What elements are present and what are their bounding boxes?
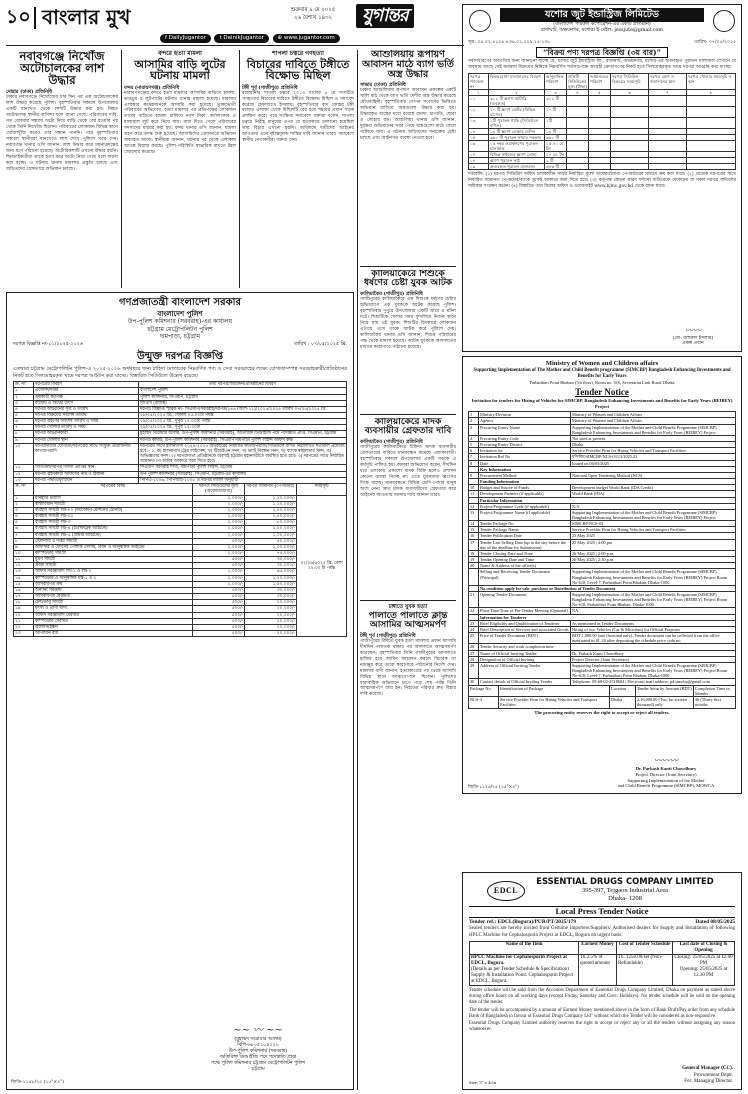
jute-address: রাজঘাট, অভয়নগর, যশোর। ই-মেইল: jessjute@gmail.com <box>541 27 663 33</box>
table-row: ৭ দরপত্র খোলার তারিখ ও সময় ২৯/০৫/২০২৫ খ্রি., দুপুর ১২.৩০টা <box>14 425 347 431</box>
edcl-table <box>469 941 735 986</box>
edcl-item-title: HPLC Machine for Cephalosporin Project at EDCL, Bogura. <box>471 955 568 966</box>
table-row: 23 Brief Eligibility and Qualification of Tenderer As mentioned in Tender Documents <box>469 620 736 626</box>
masthead-rule <box>6 45 464 46</box>
table-row: ১০ কম্পিউটার সামগ্রী ২,০০০/- ৭৫,০০০/- <box>15 551 295 557</box>
table-row: 22 Place/Date/Time of Pre-Tender Meeting (Optional) NA <box>469 608 736 614</box>
table-header: Package No Identification of Package Location Tender Security Amount (BDT) Completion Time in Months <box>469 685 736 696</box>
police-signature-block: ~~ 〰 ~~ (মুহাম্মদ সরোয়ার আলম) বিপি-৬৮০৫১০৪২২০ উপ-পুলিশ কমিশনার (সরবরাহ) অতিরিক্ত ডিআইজি পদে পদোন্নতি প্রাপ্ত পক্ষে পুলিশ কমিশনার চট্টগ্রাম মেট্রোপলিটন পুলিশ চট্টগ্রাম <box>183 1025 333 1073</box>
edcl-para3: Essential Drugs Company Limited authority reserves the right to accept or reject any or all the tenders without assigning any reason whatsoever. <box>469 1021 735 1033</box>
newspaper-logo: যুগান্তর <box>356 4 414 28</box>
ministry-tender-notice <box>462 356 742 794</box>
ministry-rights: The procuring entity reserves the right to accept or reject all tenders. <box>534 709 670 715</box>
table-row: ০৭ বিভিন্ন সাইজের স্ক্র্যাপ লোহা ১০ মে. টন <box>469 152 736 158</box>
news-body: গাজীপুরের কালিয়াকৈরে এক শিশুকে ধর্ষণের চেষ্টার অভিযোগে এক যুবককে আটক করেছে পুলিশ। বৃহস্পতিবার দুপুরে উপজেলার একটি গ্রামে এ ঘটনা ঘটে। শিশুটিকে খেলার সময় ফুসলিয়ে নির্জন স্থানে নিয়ে যায় ওই যুবক। শিশুটির চিৎকারে লোকজন এগিয়ে এসে তাকে আটক করে পুলিশে দেয়। কালিয়াকৈর থানার ওসি জানান, শিশুর পরিবারের পক্ষ থেকে মামলা হয়েছে। আটক যুবককে আদালতের মাধ্যমে কারাগারে পাঠানো হয়েছে। <box>360 296 456 350</box>
table-row: ৮ দরপত্র আহ্বানকারী মুহাম্মদ সরোয়ার আলম, উপ-পুলিশ কমিশনার (সরবরাহ), অতিরিক্ত ডিআইজি পদে পদোন্নতি প্রাপ্ত, সিএমপি, চট্টগ্রাম <box>14 431 347 437</box>
edcl-name: ESSENTIAL DRUGS COMPANY LIMITED <box>536 876 714 886</box>
table-row: 14 Tender Package No. SIMCBP/NCS-03 <box>469 521 736 527</box>
table-row: ২৩ আপ্যায়ন ব্যয় ৫০০/- ২০,০০০/- <box>15 631 295 637</box>
table-row: 29 Address of Official Inviting Tender Supporting Implementation of the Mother and Child Benefit Programme (SIMCBP) Bangladesh Enhancing Investments and Benefits for Early Years (BEIBEY) Project Room No-610, Level-7, Parbatibari Point Bhaban, Dhaka-1000 <box>469 662 736 678</box>
edcl-item-desc: (Details as per Tender Schedule & Specification) Supply & Installation Point: Cephalosporin Project at EDCL, Bogura. <box>471 967 574 984</box>
column-rule <box>239 50 240 288</box>
news-byline: টঙ্গী পূর্ব (গাজীপুর) প্রতিনিধি <box>360 632 416 639</box>
table-row: ৪ দরপত্র আহ্বানের সূত্র ও তারিখ দরপত্র বিজ্ঞপ্তি স্মারক নং- সিএমপি/সরবরাহ/দরপত্র/১৪৪ (অংশ-১১)/২০২৫/২০২৫ তারিখ ০৭/০৫/২০২৫ খ্রি. <box>14 406 347 412</box>
edcl-size: Size: 5" x 4cln <box>469 1080 497 1086</box>
ministry-name: Ministry of Women and Children affairs <box>545 360 659 367</box>
table-row: ১৩ দরপত্র পদ্ধতি/মূল্যায়ন পিপিএ-২০০৬, পিপিআর-২০০৮ ও দরপত্র দলিল অনুযায়ী <box>14 477 347 483</box>
table-row: ৩ ব্যবহার্য সামগ্রী লট-০২ (ফটোকপি মেশিনের টোনার) ২,০০০/- ২,০০,০০০/- <box>15 507 295 513</box>
website-link[interactable]: ⊕ www.jugantor.com <box>273 34 340 43</box>
section-title: বাংলার মুখ <box>42 5 131 29</box>
table-row: ১২ দরপত্র গ্রহণকারী অফিসের নাম ও ঠিকানা উপ-পুলিশ কমিশনার (সরবরাহ), সিএমপি, চট্টগ্রাম-এর কার্যালয় <box>14 471 347 477</box>
police-org: বাংলাদেশ পুলিশ <box>157 308 203 318</box>
column-number: ৩ <box>545 89 567 95</box>
news-ashulia <box>360 50 456 262</box>
table-row: ১১ সিডিউল/দরপত্র দলিল প্রাপ্তির স্থান সিএমপি সরবরাহ শাখা, দামপাড়া পুলিশ লাইন্স, চট্টগ্রাম <box>14 465 347 471</box>
news-body: গাজীপুরের কালিয়াকৈরে চিহ্নিত মাদক ব্যবসায়ীর গ্রেফতারের দাবিতে মানববন্ধন করেছে এলাকাবাসী। বৃহস্পতিবার সকালে উপজেলার একটি সড়কে এ কর্মসূচি পালিত হয়। বক্তারা অভিযোগ করেন, দীর্ঘদিন ধরে এলাকায় প্রকাশ্যে মাদক বিক্রি হলেও প্রশাসন কোনো ব্যবস্থা নিচ্ছে না। এতে যুবসমাজ ধ্বংসের দিকে যাচ্ছে। মানববন্ধনে বিভিন্ন শ্রেণি-পেশার মানুষ অংশ নেন। দ্রুত মাদক ব্যবসায়ীদের গ্রেফতার করে আইনের আওতায় আনার দাবি জানান তারা। <box>360 444 456 498</box>
table-row: ২২ জ্বালানি/ইন্ধন ৫০০/- ২০,০০০/- <box>15 624 295 630</box>
table-row: 30 Contact details of Official Inviting Tender Telephone: 09-68-02-2518604 | Electronic mail address: pd.simcbp@gmail.com <box>469 679 736 685</box>
section-heading: Key Information <box>479 466 736 472</box>
jute-subtitle: (বাংলাদেশ পাটকল কর্পোরেশন-এর একটি প্রতিষ্ঠান) <box>553 21 651 27</box>
column-number: ৪ <box>567 89 589 95</box>
jute-date: তারিখ: ০৭/০৫/২০২৫ <box>694 39 736 45</box>
jute-signature-block: 〰〰 (মো: জহুরুল ইসলাম) প্রকল্প প্রধান <box>653 326 733 347</box>
table-row: 13 Project/Programme Name (if applicable) Supporting Implementation of the Mother and Child Benefit Programme (SIMCBP) Bangladesh Enhancing Investments and Benefits for Early Years (BEIBEY) Project <box>469 509 736 520</box>
story-rule <box>360 266 456 267</box>
table-row: ২ স্বাস্থ্যবিধান সামগ্রী ২,০০০/- ১,২০,০০০/- <box>15 501 295 507</box>
column-number: ৭ <box>649 89 687 95</box>
social-bar <box>160 34 460 44</box>
table-row: ০৩ ১টি পুরাতন গাড়ি (সিডিউলে বর্ণিত) ১টি <box>469 118 736 129</box>
table-row: 16 Tender Publication Date 25 May 2025 <box>469 533 736 539</box>
table-header: দরপত্র প্যাকেজ নং বিক্রয়যোগ্য মালামালের বিবরণ আনুমানিক পরিমাণ প্রতিটি সিডিউলের মূল্য (টাকা) জামানতের পরিমাণ দরপত্র সিডিউল বিক্রয়ের সময়সূচি দরপত্র গ্রহণ ও জমাদানের স্থান দরপত্র খোলার সময়সূচি ও স্থান <box>469 73 736 89</box>
globe-icon: ⊕ <box>277 35 283 41</box>
table-row: ৯ দরপত্র খোলার স্থান দরপত্র কমিটি, উপ-পুলিশ কমিশনার (সরবরাহ), সিএমপি দামপাড়া পুলিশ লাইন্স অফিস কক্ষ <box>14 437 347 443</box>
table-row: ১৮ টেন্ট/তাঁবু সামগ্রী ৫০০/- ২০,০০০/- <box>15 600 295 606</box>
jute-logo-right <box>713 10 735 32</box>
jute-company: যশোর জুট ইন্ডাস্ট্রিজ লিমিটেড <box>500 8 704 22</box>
facebook-link[interactable]: f DailyJugantor <box>160 34 211 43</box>
date-gregorian: শুক্রবার ৯ মে ২০২৫ <box>290 7 336 13</box>
ministry-subtitle: Invitation for tenders for Hiring of Vehicles for SIMCBP, Bangladesh Enhancing Investments and Benefits for Early Years (BEIBEY) Project <box>471 397 733 409</box>
table-row: 11 Development Partners (if applicable) World Bank (IDA) <box>469 491 736 497</box>
news-tongi <box>242 50 354 288</box>
twitter-icon: t <box>219 35 222 41</box>
table-row: ২১ কম্পিউটার মেরামত ৫০০/- ২০,০০০/- <box>15 618 295 624</box>
ministry-title: Tender Notice <box>575 386 629 397</box>
news-byline: টঙ্গী পূর্ব (গাজীপুর) প্রতিনিধি <box>242 84 298 91</box>
table-row: ০৪ ১৪ টি স্ক্র্যাপ লোহার মেশিন ১৪ টি <box>469 129 736 135</box>
table-row: ১৪ কম্পিউটার ও আনুষঙ্গিক যন্ত্র-১ ও ২ ২,০০০/- ১,২০,০০০/- <box>15 575 295 581</box>
edcl-intro: Sealed tenders are hereby invited from Genuine Importers/Suppliers/ Authorised dealers for Supply and Installation of following HPLC Machine for Cephalosporin Project at EDCL, Bogura on urgent basis: <box>469 926 735 938</box>
news-kicker: বন্দরে হত্যা মামলা <box>158 50 202 57</box>
table-row: ২ ক্রয়কারী কর্তৃপক্ষ পুলিশ কমিশনার, সিএমপি, চট্টগ্রাম <box>14 394 347 400</box>
police-date: তারিখ : ০৭/০৫/২০২৫ খ্রি. <box>294 341 347 347</box>
column-number: ১ <box>469 89 489 95</box>
news-byline: কালিয়াকৈর (গাজীপুর) প্রতিনিধি <box>360 438 423 445</box>
table-row: ০২ ১০ টি স্ক্র্যাপ মোটর (বিভিন্ন মাপের) ১০ টি <box>469 107 736 118</box>
table-row: ১০ দরপত্রদাতার যোগ্যতা/দরপত্রের সাথে সংযুক্ত প্রয়োজনীয় কাগজপত্রাদি দরপত্রের সাথে হালনাগাদ ২০২৪-২০২৫ অর্থবছরের নির্ধারিত কাগজপত্রাদি/সিডিউলে বর্ণিত নিম্নলিখিত শর্তাবলি প্রযোজ্য হবে:– ১. ক) হালনাগাদ ট্রেড লাইসেন্স, খ) টিআইএন সনদ, গ) ভ্যাট নিবন্ধন সনদ, ঘ) ব্যাংক স্বচ্ছলতার সনদ, ঙ) অভিজ্ঞতার সনদ। ২) দরপত্রদাতা প্রতিষ্ঠানকে অবশ্যই চট্টগ্রাম মহানগরীতে অবস্থিত হতে হবে। ৩) দরপত্রের সাথে নির্ধারিত জামানত পে-অর্ডার আকারে জমা দিতে হবে। <box>15 443 345 465</box>
edcl-address2: Dhaka- 1208 <box>608 894 642 902</box>
column-number: ৫ <box>589 89 611 95</box>
table-row: ১৩ অফিস সরঞ্জামাদি লট-১ ও লট-২ ১,০০০/- ৬৫,০০০/- <box>15 569 295 575</box>
table-row: 20 Name & Address of the office(s) <box>469 563 736 569</box>
section-heading: Funding Information <box>479 479 736 485</box>
ministry-footer: জিডি-১১২৬/২৫ (১৫"×৪") <box>468 784 519 790</box>
news-byline: কালিয়াকৈর (গাজীপুর) প্রতিনিধি <box>360 290 423 297</box>
jute-rows <box>469 96 736 170</box>
jute-tender-notice <box>462 4 742 352</box>
police-memo: দরপত্র বিজ্ঞপ্তি নং-০১/২০২৫-২০২৬ <box>13 341 83 347</box>
police-office: উপ-পুলিশ কমিশনার (সরবরাহ)-এর কার্যালয় <box>127 318 233 326</box>
news-nawabganj <box>6 50 118 288</box>
edcl-para2: The tender will be accompanied by a amount of Earnest Money mentioned above in the form of Bank Draft/Pay order from any schedule Bank of Bangladesh in favour of Essential Drugs Company Ltd" without which the Tender will be considered as non-responsive. <box>469 1007 735 1019</box>
table-row: ৮ স্টেশনারি ও দপ্তর সামগ্রী ৫০০/- ৫০,০০০/- <box>15 538 295 544</box>
table-row: 18 Tender Closing Date and Time 26 May 2025 | 2:00 p.m. <box>469 550 736 556</box>
table-row: ১৭ আসবাবপত্র মেরামত ৫০০/- ৩০,০০০/- <box>15 594 295 600</box>
table-row: 25 Price of Tender Document (BDT) BDT 1,000.00 (one thousand only). Tender document can be collected from the office mentioned in SL 20 after depositing the schedule price code no. <box>469 633 736 644</box>
news-headline: আশুলিয়ায় রূপায়ণ আবাসন মাঠে ব্যাগ ভর্তি অস্ত্র উদ্ধার <box>362 50 454 80</box>
table-row: ৬ ব্যবহার্য সামগ্রী লট-৪ (ইলেকট্রিক আইটেম) ২,০০০/- ১,২০,০০০/- <box>15 526 295 532</box>
table-row: ০১ ৩১২ টি স্ক্র্যাপ ব্যাটারি (ব্যবহৃত) ৩১২ টি <box>469 96 736 107</box>
table-row: ৫ দরপত্র বিক্রয়ের সর্বশেষ তারিখ ২৮/০৫/২০২৫ খ্রি., বিকাল ০৫.০০টা পর্যন্ত <box>14 413 347 419</box>
ministry-table <box>468 411 736 685</box>
edcl-title: Local Press Tender Notice <box>469 906 735 919</box>
table-row: ১৬ অন্যান্য সরঞ্জাম ৫০০/- ৩০,০০০/- <box>15 587 295 593</box>
table-row: 15 Tender Package Name Service Provider Firm for Hiring Vehicles and Transport Facilities <box>469 527 736 533</box>
news-headline: কালিয়াকৈরে শিশুকে ধর্ষণের চেষ্টা যুবক আটক <box>363 270 453 289</box>
edcl-cost: Tk. 1250.00/set (Non-Refundable) <box>617 955 673 986</box>
masthead <box>6 4 464 32</box>
table-row: 2 Agency Ministry of Women and Children Affairs <box>469 418 736 424</box>
police-tender-notice <box>6 292 354 1090</box>
table-row: ৭ ব্যবহার্য সামগ্রী লট-৫ (গ্রামার আইটেম) ২,০০০/- ১,০০,০০০/- <box>15 532 295 538</box>
table-row: ৬ দরপত্র গ্রহণের সর্বশেষ তারিখ ও সময় ২৯/০৫/২০২৫ খ্রি., দুপুর ১২.০০টা পর্যন্ত <box>14 419 347 425</box>
page-number: ১০ <box>6 6 31 28</box>
edcl-para1: Tender schedule will be sold from the Accounts Department of Essential Drugs Company Limited, Dhaka on payment as stated above during office hours on all working days (except Friday, Saturday and Govt. Holidays). No tender schedule will be sold on the opening date of the tender. <box>469 988 735 1006</box>
police-item-rows <box>14 495 347 637</box>
table-header: ক্র. নং দরপত্রের বিবরণ তথ্য দরপত্র/আবেদন/প্রতিষ্ঠানের বিবরণ <box>14 382 347 388</box>
table-row: 9 Procurement Method National Open Tendering Method (NCS) <box>469 472 736 478</box>
table-row: 24 Brief Description of Services and associated Goods Hiring of two Vehicles (Car & Microbus) for Official Purposes <box>469 626 736 632</box>
table-row: ৩ বাজেট ও অর্থের উৎস জিওবি (রাজস্ব) <box>14 400 347 406</box>
table-row: Selling and Receiving Tender Document (Principal) Supporting Implementation of the Mother and Child Benefit Programme (SIMCBP) Bangladesh Enhancing Investments and Benefits for Early Years (BEIBEY) Project Room No-610, Level-7, Parbatibari Point Bhaban, Dhaka-1000 <box>469 569 736 585</box>
edcl-signature-block: General Manager (CC). Procurement Deptt. For: Managing Director. <box>682 1066 733 1084</box>
date-bangla: ২৬ বৈশাখ ১৪৩২ <box>294 14 332 21</box>
column-number: ৮ <box>687 89 736 95</box>
column-rule <box>357 50 358 1090</box>
table-row: ১ মনিহারি দ্রব্যাদি ২,০০০/- ১,২০,০০০/- ০২/০৬/২০২৫ খ্রি. বেলা ১২:০০ টা পর্যন্ত <box>14 495 347 501</box>
news-body: নারায়ণগঞ্জের বন্দরে হত্যা মামলার আসামির বাড়িতে হামলা, ভাঙচুর ও লুটপাটের ঘটনায় থানায় মামলা হয়েছে। মামলায় এলাকার কয়েকজনকে আসামি করা হয়েছে। ভুক্তভোগী পরিবারের অভিযোগ, হত্যা মামলার পর প্রতিপক্ষের লোকজন তাদের বাড়িতে হামলা চালিয়ে নগদ টাকা, স্বর্ণালংকার ও মালামাল লুট করে নিয়ে যায়। বাধা দিতে গেলে পরিবারের সদস্যদের মারধর করা হয়। বন্দর থানার ওসি জানান, মামলা গ্রহণ করে তদন্ত শুরু হয়েছে। আসামিদের গ্রেফতারে অভিযান অব্যাহত আছে। স্থানীয়রা জানান, ঘটনার পর থেকে এলাকায় আতঙ্ক বিরাজ করছে। পুলিশ পরিস্থিতি স্বাভাবিক রাখতে টহল জোরদার করেছে। <box>124 90 236 156</box>
table-row: 1 Ministry/Division Ministry of Women and Children Affairs <box>469 412 736 418</box>
table-row: 27 Name of Official Inviting Tender Dr. Parkash Kanti Chowdhury <box>469 650 736 656</box>
news-kicker: টঙ্গীতে যুবক হত্যা <box>388 604 428 610</box>
edcl-tender-notice <box>462 872 742 1090</box>
table-row: ১১ মুদ্রণ সামগ্রী ৫০০/- ৩০,০০০/- <box>15 557 295 563</box>
ministry-signature-block: 〰〰〰 Dr. Parkash Kanti Chowdhury Project Director (Joint Secretary) Supporting Implementation of the Mother and Child Benefit Programme (SIMCBP), MOWCA <box>601 756 731 789</box>
news-kaliakoir-child <box>360 270 456 410</box>
news-kaliakoir-drug <box>360 418 456 596</box>
news-headline: পালাতে পালাতে ক্লান্ত আসামির আত্মসমর্পণ <box>368 610 448 631</box>
section-heading: No condition apply for sale, purchase or Distribution of Tender Document <box>479 585 736 591</box>
table-row: 5 Procuring Entity District Dhaka <box>469 442 736 448</box>
news-headline: নবাবগঞ্জে নিখোঁজ অটোচালকের লাশ উদ্ধার <box>19 50 105 88</box>
news-kicker: শাপলা চত্বরে গণহত্যা <box>272 50 324 57</box>
police-footer: জিডি-১১৪৮/২৫ (১৫"×৪") <box>11 1080 65 1086</box>
table-row: 26 Tender Security and work completion time <box>469 644 736 650</box>
table-row: 4 Procuring Entity Code Not used at present <box>469 435 736 441</box>
table-row: ১৫ আসবাবপত্র ক্রয় ২,০০০/- ১,৫০,০০০/- <box>15 581 295 587</box>
news-tongi-surrender <box>360 604 456 844</box>
table-header: Name of the Item Earnest Money Cost of Tender Schedule Last date of Closing & Opening <box>470 942 735 955</box>
news-bandar <box>124 50 236 288</box>
police-info-rows <box>14 388 347 484</box>
news-body: রাজধানীর শাপলা চত্বরে ২০১৩ সালের ৫ মে সংঘটিত গণহত্যার বিচারের দাবিতে টঙ্গীতে বিক্ষোভ মিছিল ও সমাবেশ করেছে হেফাজতে ইসলাম। বৃহস্পতিবার বাদ জোহর টঙ্গী বাজার এলাকা থেকে মিছিলটি বের হয়ে শহরের প্রধান সড়ক প্রদক্ষিণ করে। পরে সংক্ষিপ্ত সমাবেশে বক্তারা বলেন, শাপলা চত্বরে নিরীহ মানুষের ওপর যে হত্যাকাণ্ড চালানো হয়েছিল তার বিচার এখনো হয়নি। অবিলম্বে দায়ীদের আইনের আওতায় এনে দৃষ্টান্তমূলক শাস্তির দাবি জানান তারা। সমাবেশে স্থানীয় নেতাকর্মীরা বক্তব্য দেন। <box>242 90 354 144</box>
table-row: ৯ অফিসার ও ফোর্সের পোশাক সেলাই, রিবন ও আনুষঙ্গিক আইটেম ২,০০০/- ১,০০,০০০/- <box>15 544 295 550</box>
police-gov: গণপ্রজাতন্ত্রী বাংলাদেশ সরকার <box>119 297 241 308</box>
column-number: ৬ <box>611 89 649 95</box>
news-body: গাজীপুরের টঙ্গীতে যুবক হত্যা মামলার প্রধান আসামি দীর্ঘদিন পলাতক থাকার পর আদালতে আত্মসমর্পণ করেছেন। বৃহস্পতিবার তিনি গাজীপুরের আদালতে হাজির হয়ে জামিন আবেদন করলে বিচারক তা নামঞ্জুর করে তাকে কারাগারে পাঠানোর নির্দেশ দেন। মামলার বাদী জানান, হত্যাকাণ্ডের পর থেকে আসামি বিভিন্ন স্থানে আত্মগোপনে ছিলেন। পুলিশের ধারাবাহিক অভিযানে চাপে পড়ে শেষ পর্যন্ত তিনি আত্মসমর্পণে বাধ্য হন। নিহতের পরিবার দ্রুত বিচার দাবি করেছে। <box>360 638 456 698</box>
table-row: ১৯ মৎস্য ও প্রাণী খাদ্য ৫০০/- ২০,০০০/- <box>15 606 295 612</box>
jute-items-table <box>468 73 736 171</box>
news-headline: আসামির বাড়ি লুটের ঘটনায় মামলা <box>134 57 226 83</box>
table-row: 10 Budget and Source of Funds Development budget World Bank (IDA Credit) <box>469 485 736 491</box>
table-row: ০৫ ৩৬০ টি পুরাতন ফায়ার সরঞ্জাম ৩৬০ টি <box>469 135 736 141</box>
edcl-earnest: Tk.2.5% of quoted amount <box>579 955 617 986</box>
table-row <box>470 955 735 986</box>
story-rule <box>360 600 456 601</box>
ministry-project: Supporting Implementation of The Mother and Child Benefit programme (SIMCBP) Bangladesh Enhancing Investments and Benefits for Early Years <box>473 368 731 380</box>
table-row: ০৯ অব্যবহৃত পুরাতন মালামাল ৩৪৬ টি <box>469 164 736 170</box>
table-row: 12 Project/Programme Code (if applicable) N/A <box>469 503 736 509</box>
edcl-address1: 395-397, Tejgaon Industrial Area <box>581 886 669 894</box>
jute-intro: সর্বসাধারণের অবগতির জন্য জানানো যাচ্ছে যে, যশোর জুট ইন্ডাস্ট্রিজ লি:, রাজঘাট, অভয়নগর, যশোর-এর অব্যবহৃত পুরাতন মালামাল যেখানে যে অবস্থায় আছে সেই অবস্থায় বিক্রয়ের নিমিত্তে নিম্নবর্ণিত শর্তসাপেক্ষে আগ্রহী ক্রেতাগণের নিকট হতে সিলমোহরকৃত খামে দরপত্র আহ্বান করা যাচ্ছে। <box>468 58 736 70</box>
ministry-rows <box>469 412 736 685</box>
police-info-table <box>13 381 347 484</box>
table-header: ক্র. নং দরপত্রের বিষয় দরপত্র সিডিউলের মূল্য (অফেরতযোগ্য) দরপত্র জামানত (পে-অর্ডার) সময়সূচি <box>14 484 347 495</box>
signature-scribble: 〰〰〰 <box>654 756 678 766</box>
police-metro: চট্টগ্রাম মেট্রোপলিটন পুলিশ <box>147 325 213 333</box>
table-row: 3 Procuring Entity Name Supporting Implementation of the Mother and Child Benefit Programme (SIMCBP) Bangladesh Enhancing Investments and Benefits for Early Years (BEIBEY) Project <box>469 424 736 435</box>
edcl-opening: Opening: 25/05/2025 at 12.30 PM <box>679 967 728 978</box>
column-rule <box>121 50 122 288</box>
table-row: 21 Opening Tender Document Supporting Implementation of the Mother and Child Benefit Programme (SIMCBP) Bangladesh Enhancing Investments and Benefits for Early Years (BEIBEY) Project Room No-610, Parbatibari Point Bhaban, Dhaka-1000 <box>469 592 736 608</box>
table-row: ৫ ব্যবহার্য সামগ্রী লট-৩ ২,০০০/- ৮০,০০০/- <box>15 520 295 526</box>
masthead-date <box>278 7 348 22</box>
tender-schedule: ০২/০৬/২০২৫ খ্রি. বেলা ১২:০০ টা পর্যন্ত <box>297 495 347 637</box>
table-row: NCS-3 Service Provider Firm for Hiring Vehicles and Transport Facilities Dhaka 2,16,000.00 (Two lac sixteen thousand) only 36 (Thirty Six) months <box>469 697 736 708</box>
story-rule <box>360 414 456 415</box>
news-body: ঢাকার নবাবগঞ্জে নিখোঁজের চার দিন পর এক অটোচালকের লাশ উদ্ধার করেছে পুলিশ। বৃহস্পতিবার সকালে উপজেলার একটি ধানখেত থেকে লাশটি উদ্ধার করা হয়। নিহত অটোচালক স্থানীয় বাসিন্দা বলে জানা গেছে। পরিবারের দাবি, গত রোববার সন্ধ্যায় অটো নিয়ে বাড়ি থেকে বের হওয়ার পর থেকে তিনি নিখোঁজ ছিলেন। পরিবারের লোকজন বিভিন্ন স্থানে খোঁজাখুঁজি করেও তার সন্ধান পাননি। পরে বৃহস্পতিবার সকালে স্থানীয়রা ধানখেতে লাশ দেখে পুলিশে খবর দেন। নবাবগঞ্জ থানার ওসি জানান, লাশ উদ্ধার করে ময়নাতদন্তের জন্য মর্গে পাঠানো হয়েছে। অটোরিকশাটি এখনো উদ্ধার হয়নি। ছিনতাইকারীরা তাকে হত্যা করে অটো নিয়ে গেছে বলে ধারণা করা হচ্ছে। এ ঘটনায় থানায় মামলার প্রস্তুতি চলছে এবং জড়িতদের গ্রেফতারে অভিযান চলছে। <box>6 95 118 172</box>
table-row: 28 Designation of Official Inviting Project Director (Joint Secretary) <box>469 656 736 662</box>
signature-scribble: ~~ 〰 ~~ <box>233 1024 283 1036</box>
section-heading: Information for Tenderer <box>479 614 736 620</box>
facebook-icon: f <box>165 35 167 41</box>
table-row: ২০ অফিস সরঞ্জামাদি মেরামত ৫০০/- ২০,০০০/- <box>15 612 295 618</box>
signature-scribble: 〰〰 <box>685 325 701 335</box>
police-title: উন্মুক্ত দরপত্র বিজ্ঞপ্তি <box>136 350 223 362</box>
table-row: ১২ ক্রীড়া সামগ্রী ৫০০/- ৩০,০০০/- <box>15 563 295 569</box>
jute-memo: সূত্র: ০৪.০২.৪১০৪.৪৩৬.০২.১২৯.২৫-১৩৮ <box>468 39 551 45</box>
news-byline: দোহার (ঢাকা) প্রতিনিধি <box>6 89 52 96</box>
table-row: ০৮ স্ক্র্যাপ পুরাতন কাঠ ১ টি <box>469 158 736 164</box>
police-intro: এতদ্বারা চট্টগ্রাম মেট্রোপলিটন পুলিশ-এ ২০২৫-২০২৬ অর্থবছরে জন্য চাহিদা মোতাবেক নিম্নবর্ণিত পণ্য ও সেবা সরবরাহের লক্ষ্যে যোগ্যতাসম্পন্ন সরবরাহকারী/প্রতিষ্ঠানের নিকট হতে সিলমোহরকৃত খামে দরপত্র আহ্বান করা যাচ্ছে। বিস্তারিত সিডিউলে উল্লেখ রয়েছে। <box>13 366 347 379</box>
table-row: ৪ ব্যবহার্য সামগ্রী লট-০২ ২,০০০/- ১,৫০,০০০/- <box>15 514 295 520</box>
jute-title: “বিক্রয় পণ্য দরপত্র বিজ্ঞপ্তি (৩য় বার)” <box>536 47 668 58</box>
masthead-divider <box>34 7 36 29</box>
edcl-ref: Tender ref.: EDCL(Bogura)/PUR/PT/2025/179 <box>469 919 576 926</box>
edcl-dated: Dated 08/05/2025 <box>695 919 735 926</box>
edcl-closing: Closing: 25/05/2025 at 12.00 PM <box>674 955 733 966</box>
column-number: ২ <box>489 89 545 95</box>
police-place: দামপাড়া, চট্টগ্রাম <box>159 333 201 341</box>
police-items-table <box>13 483 347 637</box>
table-row: 6 Invitation for Service Provider Firm for Hiring Vehicles and Transport Facilities <box>469 448 736 454</box>
ministry-address: Parbatibari Point Bhaban (7th floor), Room no. 610, Secretariat Link Road, Dhaka <box>529 380 675 386</box>
table-row: ১ এজেন্সি/দপ্তর বাংলাদেশ পুলিশ <box>14 388 347 394</box>
table-row: 17 Tender Last Selling Date (up to the day before the day of the deadline for Submission) 25 May 2025 | 4:00 pm <box>469 539 736 550</box>
section-heading: Particular Information <box>479 497 736 503</box>
news-body: ঢাকার আশুলিয়ায় রূপায়ণ আবাসন প্রকল্পের একটি খালি মাঠ থেকে ব্যাগ ভর্তি দেশীয় অস্ত্র উদ্ধার করেছে যৌথবাহিনী। বৃহস্পতিবার গোপন সংবাদের ভিত্তিতে অভিযান চালিয়ে অস্ত্রগুলো উদ্ধার করা হয়। উদ্ধারকৃত অস্ত্রের মধ্যে রয়েছে রামদা, চাপাতি, ছোরা ও লোহার রড। আশুলিয়া থানার ওসি জানান, দুর্বৃত্তরা অভিযানের খবর পেয়ে অস্ত্রগুলো মাঠে ফেলে পালিয়ে যায়। এ ঘটনায় জড়িতদের শনাক্তের চেষ্টা চলছে এবং আইনগত ব্যবস্থা নেওয়া হবে। <box>360 87 456 141</box>
news-headline: কালিয়াকৈরে মাদক ব্যবসায়ীর গ্রেফতার দাবি <box>364 418 452 437</box>
table-row: ০৬ ০৩ নম্বর ওয়ার্কশপের পুরাতন মালামাল ১৫.৭০ মে. টন <box>469 141 736 152</box>
edcl-logo: EDCL <box>487 881 525 901</box>
news-byline: বন্দর (নারায়ণগঞ্জ) প্রতিনিধি <box>124 84 180 91</box>
twitter-link[interactable]: t DainikJugantor <box>214 34 269 43</box>
news-byline: সাভার (ঢাকা) প্রতিনিধি <box>360 81 406 88</box>
table-row: 7 Invitation Ref No মসিবিম/SIMCBP/NCS-03/13/2025.22 <box>469 454 736 460</box>
table-row: 8 Date Issued on 06/05/2025 <box>469 460 736 466</box>
ministry-package-table <box>468 685 736 709</box>
news-headline: বিচারের দাবিতে টঙ্গীতে বিক্ষোভ মিছিল <box>246 57 350 83</box>
table-row: 19 Tender Opening Date and Time 26 May 2025 | 2:30 p.m. <box>469 557 736 563</box>
jute-conditions: শর্তাবলি: (১) দরপত্র সিডিউল অফিস চলাকালীন সময়ে নির্ধারিত মূল্যে অফেরতযোগ্য পে-অর্ডারের মাধ্যমে ক্রয় করা যাবে। (২) প্রত্যেক দরপত্রের সাথে নির্ধারিত জামানত পে-অর্ডার/ব্যাংক ড্রাফট আকারে জমা দিতে হবে। (৩) কর্তৃপক্ষ কোনো কারণ দর্শানো ব্যতিরেকে যেকোনো বা সকল দরপত্র বাতিলের অধিকার সংরক্ষণ করেন। (৪) বিস্তারিত তথ্য মিলের অফিস ও ওয়েবসাইট www.bjmc.gov.bd থেকে জানা যাবে। <box>468 172 736 189</box>
jute-logo-left <box>469 10 491 32</box>
